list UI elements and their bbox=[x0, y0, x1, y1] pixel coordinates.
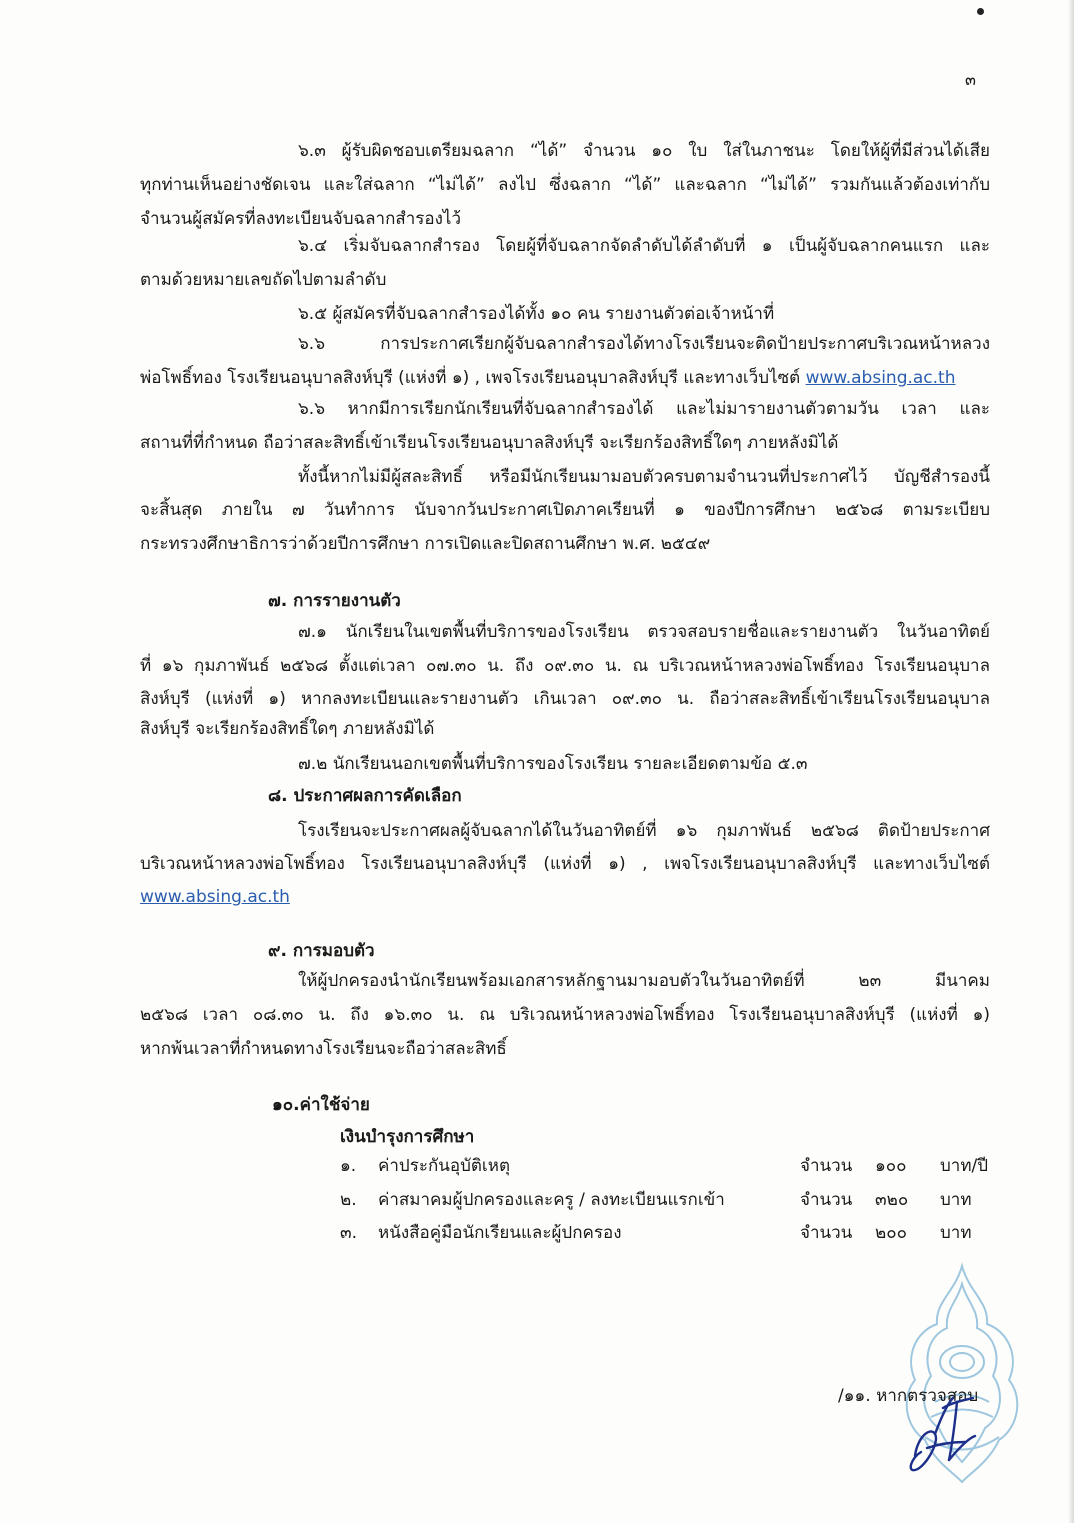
para-7-1-line-1: ๗.๑ นักเรียนในเขตพื้นที่บริการของโรงเรียน ตรวจสอบรายชื่อและรายงานตัว ในวันอาทิตย์ bbox=[298, 622, 990, 642]
para-6-4-line-1: ๖.๔ เริ่มจับฉลากสำรอง โดยผู้ที่จับฉลากจัดลำดับได้ลำดับที่ ๑ เป็นผู้จับฉลากคนแรก และ bbox=[298, 236, 990, 256]
para-6-3-line-1: ๖.๓ ผู้รับผิดชอบเตรียมฉลาก “ได้” จำนวน ๑๐ ใบ ใส่ในภาชนะ โดยให้ผู้ที่มีส่วนได้เสีย bbox=[298, 141, 990, 161]
fee-row bbox=[340, 1152, 1000, 1180]
fee-unit: บาท/ปี bbox=[940, 1156, 989, 1176]
para-7-2-line-1: ๗.๒ นักเรียนนอกเขตพื้นที่บริการของโรงเรียน รายละเอียดตามข้อ ๕.๓ bbox=[298, 754, 808, 774]
fee-name: ค่าสมาคมผู้ปกครองและครู / ลงทะเบียนแรกเข้า bbox=[378, 1190, 725, 1210]
para-7-1-line-4: สิงห์บุรี จะเรียกร้องสิทธิ์ใดๆ ภายหลังมิได้ bbox=[140, 719, 435, 739]
para-8-line-2: บริเวณหน้าหลวงพ่อโพธิ์ทอง โรงเรียนอนุบาลสิงห์บุรี (แห่งที่ ๑) , เพจโรงเรียนอนุบาลสิงห์บุรี และทางเว็บไซต์ bbox=[140, 854, 990, 874]
scan-speck bbox=[977, 8, 984, 15]
para-6-5-line-1: ๖.๕ ผู้สมัครที่จับฉลากสำรองได้ทั้ง ๑๐ คน รายงานตัวต่อเจ้าหน้าที่ bbox=[298, 304, 775, 324]
continuation-note: /๑๑. หากตรวจสอบ bbox=[838, 1386, 979, 1406]
para-6-4-line-2: ตามด้วยหมายเลขถัดไปตามลำดับ bbox=[140, 270, 387, 290]
para-6-3-line-2: ทุกท่านเห็นอย่างชัดเจน และใส่ฉลาก “ไม่ได้” ลงไป ซึ่งฉลาก “ได้” และฉลาก “ไม่ได้” รวมกันแล้วต้องเท่ากับ bbox=[140, 175, 990, 195]
fee-amount: ๒๐๐ bbox=[875, 1223, 907, 1243]
para-6-6b-line-5: กระทรวงศึกษาธิการว่าด้วยปีการศึกษา การเปิดและปิดสถานศึกษา พ.ศ. ๒๕๔๙ bbox=[140, 534, 711, 554]
para-6-6a-line-2-text: พ่อโพธิ์ทอง โรงเรียนอนุบาลสิงห์บุรี (แห่งที่ ๑) , เพจโรงเรียนอนุบาลสิงห์บุรี และทางเว็บไซต์ bbox=[140, 368, 806, 388]
scan-edge-shadow bbox=[1068, 0, 1074, 1523]
para-6-6b-line-1: ๖.๖ หากมีการเรียกนักเรียนที่จับฉลากสำรองได้ และไม่มารายงานตัวตามวัน เวลา และ bbox=[298, 399, 990, 419]
section-10-heading: ๑๐.ค่าใช้จ่าย bbox=[272, 1095, 370, 1115]
para-6-6a-line-2 bbox=[140, 365, 990, 391]
signature bbox=[895, 1378, 1005, 1488]
section-9-heading: ๙. การมอบตัว bbox=[268, 941, 375, 961]
para-8-line-1: โรงเรียนจะประกาศผลผู้จับฉลากได้ในวันอาทิตย์ที่ ๑๖ กุมภาพันธ์ ๒๕๖๘ ติดป้ายประกาศ bbox=[298, 821, 990, 841]
para-6-6b-line-2: สถานที่ที่กำหนด ถือว่าสละสิทธิ์เข้าเรียนโรงเรียนอนุบาลสิงห์บุรี จะเรียกร้องสิทธิ์ใดๆ ภายหลังมิได้ bbox=[140, 433, 839, 453]
fee-row bbox=[340, 1186, 1000, 1214]
fee-row bbox=[340, 1219, 1000, 1247]
page-number: ๓ bbox=[965, 70, 976, 89]
section-10-subheading: เงินบำรุงการศึกษา bbox=[340, 1127, 475, 1147]
fee-amount: ๓๒๐ bbox=[875, 1190, 909, 1210]
para-6-6b-line-3: ทั้งนี้หากไม่มีผู้สละสิทธิ์ หรือมีนักเรียนมามอบตัวครบตามจำนวนที่ประกาศไว้ บัญชีสำรองนี้ bbox=[298, 467, 990, 487]
para-6-6a-line-1: ๖.๖ การประกาศเรียกผู้จับฉลากสำรองได้ทางโรงเรียนจะติดป้ายประกาศบริเวณหน้าหลวง bbox=[298, 334, 990, 354]
para-9-line-3: หากพ้นเวลาที่กำหนดทางโรงเรียนจะถือว่าสละสิทธิ์ bbox=[140, 1039, 507, 1059]
fee-name: ค่าประกันอุบัติเหตุ bbox=[378, 1156, 510, 1176]
fee-number: ๒. bbox=[340, 1190, 357, 1210]
fee-label: จำนวน bbox=[800, 1190, 853, 1210]
fee-label: จำนวน bbox=[800, 1156, 853, 1176]
para-7-1-line-3: สิงห์บุรี (แห่งที่ ๑) หากลงทะเบียนและรายงานตัว เกินเวลา ๐๙.๓๐ น. ถือว่าสละสิทธิ์เข้าเรียนโรงเรียนอนุบาล bbox=[140, 689, 990, 709]
fee-unit: บาท bbox=[940, 1190, 972, 1210]
para-9-line-2: ๒๕๖๘ เวลา ๐๘.๓๐ น. ถึง ๑๖.๓๐ น. ณ บริเวณหน้าหลวงพ่อโพธิ์ทอง โรงเรียนอนุบาลสิงห์บุรี (แห่งที่ ๑) bbox=[140, 1005, 990, 1025]
fee-amount: ๑๐๐ bbox=[875, 1156, 907, 1176]
section-7-heading: ๗. การรายงานตัว bbox=[268, 591, 401, 611]
fee-label: จำนวน bbox=[800, 1223, 853, 1243]
website-link-8[interactable]: www.absing.ac.th bbox=[140, 887, 290, 907]
para-9-line-1: ให้ผู้ปกครองนำนักเรียนพร้อมเอกสารหลักฐานมามอบตัวในวันอาทิตย์ที่ ๒๓ มีนาคม bbox=[298, 971, 990, 991]
para-6-6b-line-4: จะสิ้นสุด ภายใน ๗ วันทำการ นับจากวันประกาศเปิดภาคเรียนที่ ๑ ของปีการศึกษา ๒๕๖๘ ตามระเบียบ bbox=[140, 500, 990, 520]
fee-number: ๑. bbox=[340, 1156, 357, 1176]
para-6-3-line-3: จำนวนผู้สมัครที่ลงทะเบียนจับฉลากสำรองไว้ bbox=[140, 209, 462, 229]
fee-name: หนังสือคู่มือนักเรียนและผู้ปกครอง bbox=[378, 1223, 622, 1243]
fee-unit: บาท bbox=[940, 1223, 972, 1243]
website-link-6[interactable]: www.absing.ac.th bbox=[805, 368, 956, 388]
section-8-heading: ๘. ประกาศผลการคัดเลือก bbox=[268, 786, 462, 806]
para-7-1-line-2: ที่ ๑๖ กุมภาพันธ์ ๒๕๖๘ ตั้งแต่เวลา ๐๗.๓๐ น. ถึง ๐๙.๓๐ น. ณ บริเวณหน้าหลวงพ่อโพธิ์ทอง โรงเรียนอนุบาล bbox=[140, 656, 990, 676]
fee-number: ๓. bbox=[340, 1223, 358, 1243]
